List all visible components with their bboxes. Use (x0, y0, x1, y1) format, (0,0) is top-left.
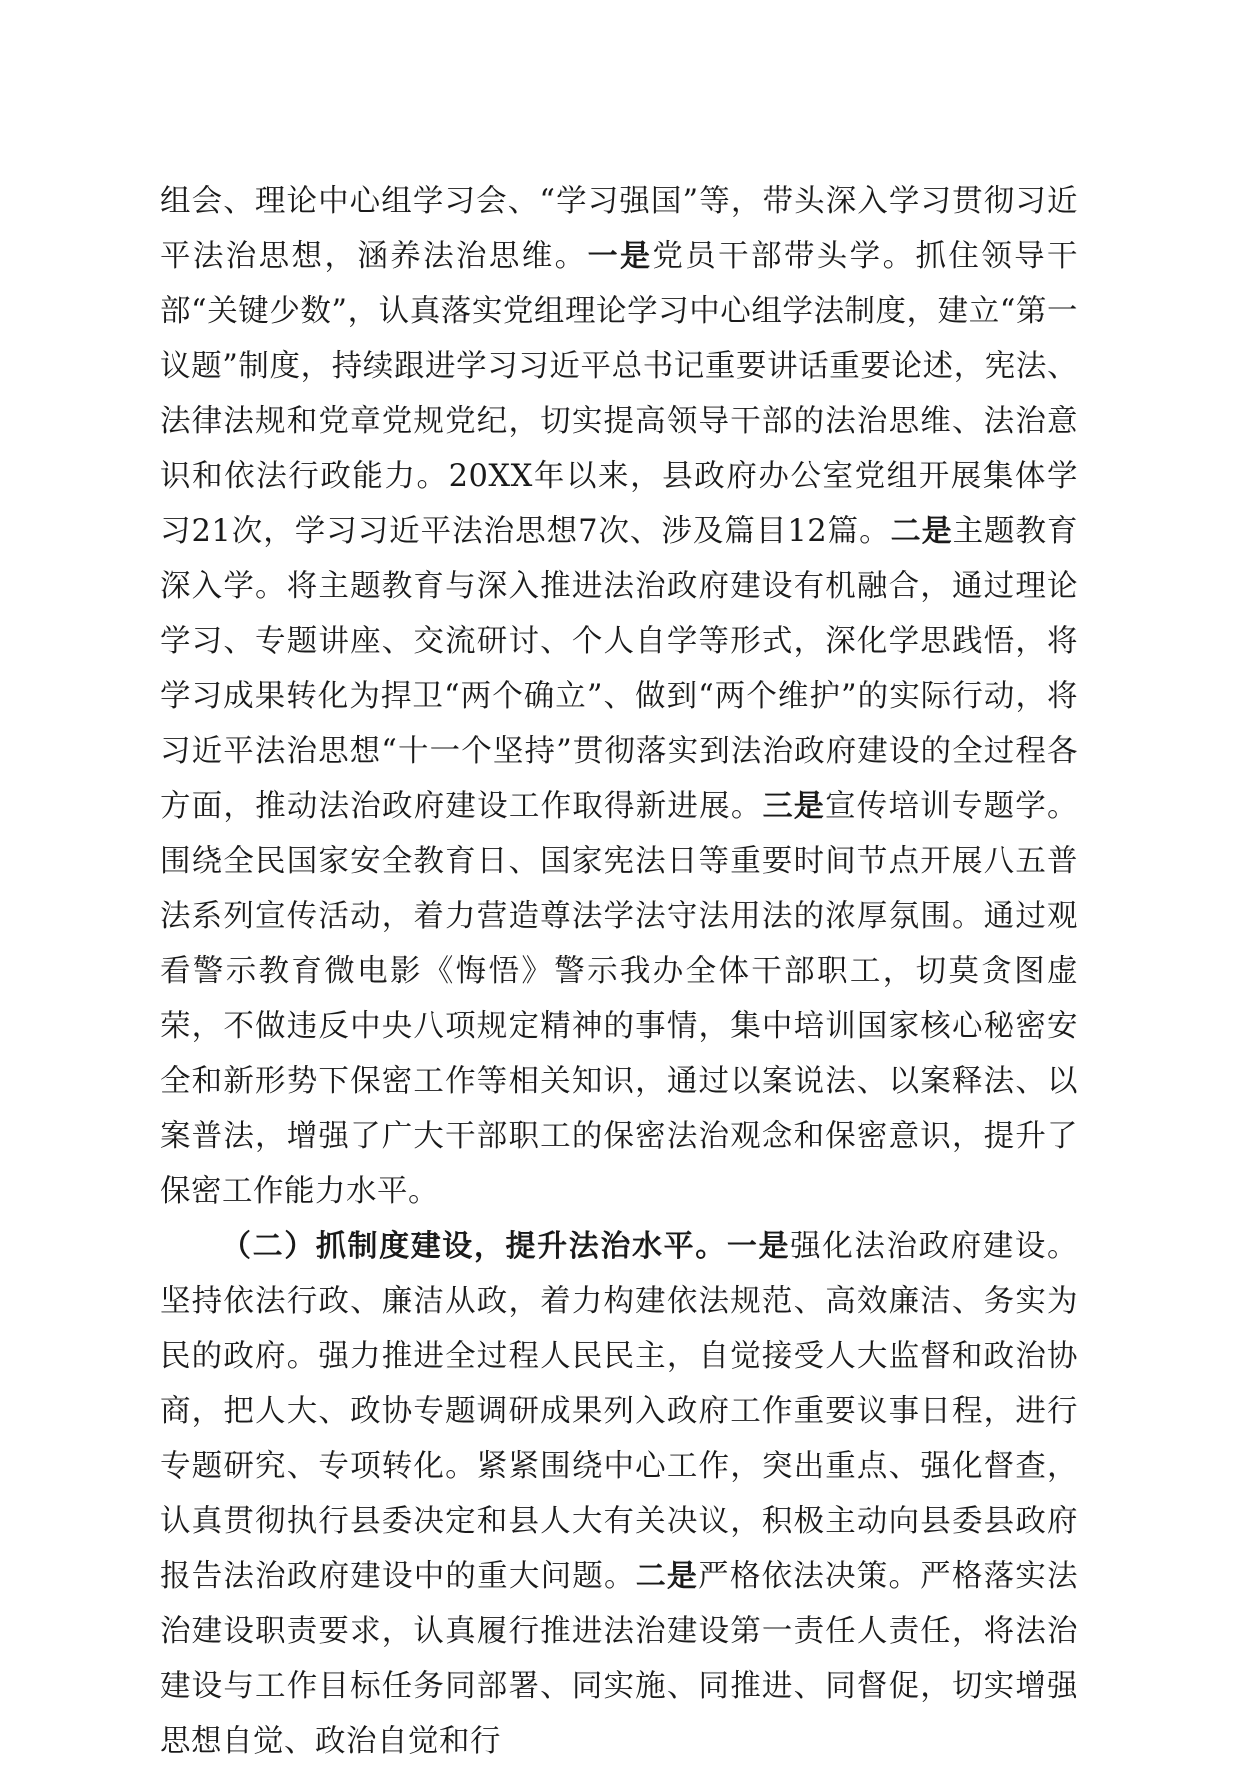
bold-marker-first: 一是 (726, 1229, 791, 1264)
bold-marker-first: 一是 (587, 239, 653, 274)
paragraph-text: 强化法治政府建设。坚持依法行政、廉洁从政，着力构建依法规范、高效廉洁、务实为民的政府。强力推进全过程人民民主，自觉接受人大监督和政治协商，把人大、政协专题调研成果列入政府工作重要议事日程，进行专题研究、专项转化。紧紧围绕中心工作，突出重点、强化督查，认真贯彻执行县委决定和县人大有关决议，积极主动向县委县政府报告法治政府建设中的重大问题。 (160, 1229, 1079, 1594)
paragraph-text: 党员干部带头学。抓住领导干部“关键少数”，认真落实党组理论学习中心组学法制度，建立“第一议题”制度，持续跟进学习习近平总书记重要讲话重要论述，宪法、法律法规和党章党规党纪，切实提高领导干部的法治思维、法治意识和依法行政能力。20XX年以来，县政府办公室党组开展集体学习21次，学习习近平法治思想7次、涉及篇目12篇。 (160, 239, 1079, 549)
paragraph-text: 严格依法决策。严格落实法治建设职责要求，认真履行推进法治建设第一责任人责任，将法治建设与工作目标任务同部署、同实施、同推进、同督促，切实增强思想自觉、政治自觉和行 (160, 1559, 1079, 1759)
document-body (160, 174, 1078, 1769)
paragraph-text: 组会、理论中心组学习会、“学习强国”等，带头深入学习贯彻习近平法治思想，涵养法治思维。 (160, 184, 1078, 274)
paragraph-text: 宣传培训专题学。围绕全民国家安全教育日、国家宪法日等重要时间节点开展八五普法系列宣传活动，着力营造尊法学法守法用法的浓厚氛围。通过观看警示教育微电影《悔悟》警示我办全体干部职工，切莫贪图虚荣，不做违反中央八项规定精神的事情，集中培训国家核心秘密安全和新形势下保密工作等相关知识，通过以案说法、以案释法、以案普法，增强了广大干部职工的保密法治观念和保密意识，提升了保密工作能力水平。 (160, 789, 1079, 1209)
bold-marker-second: 二是 (635, 1559, 699, 1594)
section-heading: （二）抓制度建设，提升法治水平。 (221, 1229, 727, 1264)
bold-marker-third: 三是 (762, 789, 826, 824)
paragraph-system-building (160, 1219, 1078, 1769)
bold-marker-second: 二是 (890, 514, 953, 549)
paragraph-study-practice (160, 174, 1078, 1219)
paragraph-text: 主题教育深入学。将主题教育与深入推进法治政府建设有机融合，通过理论学习、专题讲座、交流研讨、个人自学等形式，深化学思践悟，将学习成果转化为捍卫“两个确立”、做到“两个维护”的实际行动，将习近平法治思想“十一个坚持”贯彻落实到法治政府建设的全过程各方面，推动法治政府建设工作取得新进展。 (160, 514, 1079, 824)
